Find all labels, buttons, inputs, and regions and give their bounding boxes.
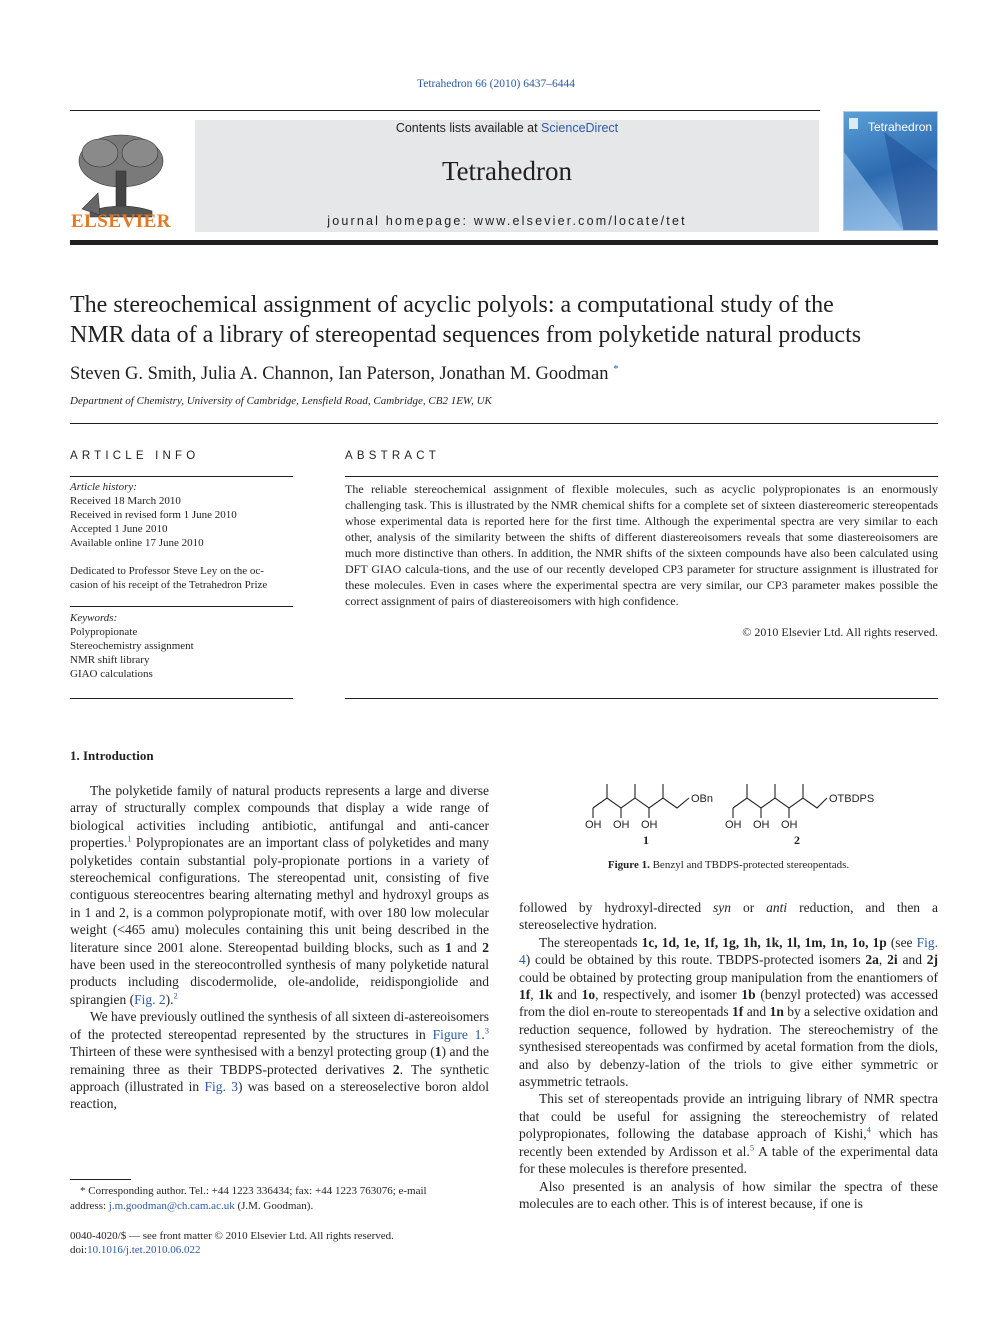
oh-label: OH bbox=[613, 819, 630, 831]
article-title: The stereochemical assignment of acyclic polyols: a computational study of the NMR data of a library of stereopentad sequences from polyketide natural products bbox=[70, 292, 862, 348]
right-paragraph-4: Also presented is an analysis of how similar the spectra of these molecules are to each other. This is of interest because, if one is bbox=[519, 1178, 938, 1211]
figure-1-structures bbox=[519, 778, 938, 848]
figure-link[interactable]: Fig. 2 bbox=[134, 991, 166, 1007]
oh-label: OH bbox=[641, 819, 658, 831]
figure-link[interactable]: Figure 1 bbox=[432, 1026, 482, 1042]
intro-paragraph-2: We have previously outlined the synthesis of all sixteen di-astereoisomers of the protected stereopentad represented by the structures in Figure 1.$^3$ Thirteen of these were synthesised with a benzyl protecting group (1) and the remaining three as their TBDPS-protected derivatives 2. The synthetic approach (illustrated in Fig. 3) was based on a stereoselective boron aldol reaction, bbox=[70, 1009, 490, 1112]
compound-number-2: 2 bbox=[794, 833, 800, 847]
journal-citation[interactable]: Tetrahedron 66 (2010) 6437–6444 bbox=[417, 78, 575, 90]
elsevier-wordmark: ELSEVIER bbox=[70, 211, 172, 232]
footnote-rule bbox=[70, 1179, 131, 1180]
keyword: Polypropionate bbox=[70, 626, 138, 638]
abstract-rule-bottom bbox=[345, 698, 938, 699]
reference-link[interactable]: 3 bbox=[484, 1025, 489, 1036]
oh-label: OH bbox=[781, 819, 798, 831]
reference-link[interactable]: 2 bbox=[173, 990, 178, 1001]
article-info-heading: ARTICLE INFO bbox=[70, 450, 200, 462]
abstract-rule-top bbox=[345, 476, 938, 477]
intro-paragraph-1: The polyketide family of natural products represents a large and diverse array of structurally complex compounds that display a wide range of biological activities including antibiotic, antifungal and anti-cancer properties.$^1$ Polypropionates are an important class of polyketides and many polyketides contain substantial poly-propionate portions in a variety of stereochemical configurations. The stereopentad unit, consisting of five contiguous stereocentres bearing alternating methyl and hydroxyl groups as in 1 and 2, is a common polypropionate motif, with over 180 low molecular weight (<465 amu) molecules containing this unit being described in the literature since 2001 alone. Stereopentad building blocks, such as 1 and 2 have been used in the stereocontrolled synthesis of many polyketide natural products including discodermolide, ole-andolide, reidispongiolide and spirangien (Fig. 2).$^2$ bbox=[70, 783, 489, 1007]
left-column bbox=[70, 782, 489, 1113]
reference-link[interactable]: 4 bbox=[866, 1124, 871, 1135]
journal-homepage[interactable]: journal homepage: www.elsevier.com/locate/tet bbox=[327, 214, 687, 228]
title-divider bbox=[70, 423, 938, 424]
affiliation: Department of Chemistry, University of Cambridge, Lensfield Road, Cambridge, CB2 1EW, UK bbox=[70, 395, 492, 407]
cover-title: Tetrahedron bbox=[868, 120, 933, 134]
right-paragraph-2: The stereopentads 1c, 1d, 1e, 1f, 1g, 1h, 1k, 1l, 1m, 1n, 1o, 1p (see Fig. 4) could be obtained by this route. TBDPS-protected isomers 2a, 2i and 2j could be obtained by protecting group manipulation from the enantiomers of 1f, 1k and 1o, respectively, and isomer 1b (benzyl protected) was accessed from the diol en-route to stereopentads 1f and 1n by a selective oxidation and reduction sequence, followed by hydration. The stereochemistry of the synthesised stereopentads was confirmed by acetal formation from the diols, and also by debenzy-lation of the triols to give either symmetric or asymmetric tetraols. bbox=[519, 934, 939, 1090]
dedication: Dedicated to Professor Steve Ley on the oc- casion of his receipt of the Tetrahedron Prize bbox=[70, 565, 268, 591]
info-rule-mid bbox=[70, 606, 293, 607]
compound-number-1: 1 bbox=[643, 833, 649, 847]
abstract-heading: ABSTRACT bbox=[345, 450, 440, 462]
keyword: NMR shift library bbox=[70, 654, 150, 666]
right-paragraph-1: followed by hydroxyl-directed syn or anti reduction, and then a stereoselective hydration. bbox=[519, 900, 938, 933]
figure-link[interactable]: Fig. 3 bbox=[204, 1078, 238, 1094]
doi-line: doi:10.1016/j.tet.2010.06.022 bbox=[70, 1244, 201, 1256]
otbdps-label: OTBDPS bbox=[829, 793, 875, 805]
doi-link[interactable]: 10.1016/j.tet.2010.06.022 bbox=[87, 1244, 201, 1256]
reference-link[interactable]: 1 bbox=[127, 833, 132, 844]
keyword: GIAO calculations bbox=[70, 668, 153, 680]
sciencedirect-link[interactable]: ScienceDirect bbox=[541, 121, 619, 135]
contents-line: Contents lists available at ScienceDirect bbox=[395, 121, 619, 135]
figure-link[interactable]: Fig. 4 bbox=[519, 934, 938, 968]
author-email-link[interactable]: j.m.goodman@ch.cam.ac.uk bbox=[108, 1199, 235, 1212]
journal-cover-image bbox=[843, 111, 938, 231]
oh-label: OH bbox=[585, 819, 602, 831]
corresponding-author-footnote: * Corresponding author. Tel.: +44 1223 336434; fax: +44 1223 763076; e-mail address: j.m.goodman@ch.cam.ac.uk (J.M. Goodman). bbox=[70, 1185, 427, 1212]
abstract-copyright: © 2010 Elsevier Ltd. All rights reserved. bbox=[742, 625, 938, 639]
right-column bbox=[519, 899, 938, 1212]
keyword: Stereochemistry assignment bbox=[70, 640, 194, 652]
header-thick-rule bbox=[70, 240, 938, 245]
header-rule bbox=[70, 110, 820, 111]
obn-label: OBn bbox=[691, 793, 714, 805]
section-heading-introduction: 1. Introduction bbox=[70, 748, 154, 763]
oh-label: OH bbox=[753, 819, 770, 831]
reference-link[interactable]: 5 bbox=[749, 1142, 755, 1153]
issn-line: 0040-4020/$ — see front matter © 2010 Elsevier Ltd. All rights reserved. bbox=[70, 1230, 394, 1242]
author-list: Steven G. Smith, Julia A. Channon, Ian Paterson, Jonathan M. Goodman * bbox=[70, 363, 619, 385]
corresponding-author-mark[interactable]: * bbox=[613, 363, 619, 375]
article-history: Article history: Received 18 March 2010 Received in revised form 1 June 2010 Accepted 1 June 2010 Available online 17 June 2010 bbox=[70, 481, 237, 549]
right-paragraph-3: This set of stereopentads provide an intriguing library of NMR spectra that could be useful for assigning the stereochemistry of related polypropionates, following the database approach of Kishi,$^4$ which has recently been extended by Ardisson et al.$^5$ A table of the experimental data for these molecules is therefore presented. bbox=[519, 1091, 938, 1177]
keywords: Keywords: Polypropionate Stereochemistry assignment NMR shift library GIAO calculations bbox=[70, 611, 293, 681]
abstract-text: The reliable stereochemical assignment of flexible molecules, such as acyclic polypropionates is an enormously challenging task. This is illustrated by the NMR chemical shifts for a complete set of sixteen diastereomeric stereopentads whose experimental data is reported here for the first time. Although the experimental spectra are very similar to each other, analysis of the similarity between the shifts of different diastereoisomers reveals that some diastereoisomers are much more distinctive than others. In addition, the NMR shifts of the sixteen compounds have also been calculated using DFT GIAO calcula-tions, and the use of our recently developed CP3 parameter for structure assignment is illustrated for these molecules. Even in cases where the experimental spectra are very similar, our CP3 parameter makes possible the correct assignment of pairs of diastereoisomers with high confidence. bbox=[345, 482, 938, 608]
journal-name: Tetrahedron bbox=[441, 156, 573, 186]
info-rule-top bbox=[70, 476, 293, 477]
info-rule-bottom bbox=[70, 698, 293, 699]
oh-label: OH bbox=[725, 819, 742, 831]
figure-1-caption: Figure 1. Benzyl and TBDPS-protected stereopentads. bbox=[607, 859, 850, 871]
